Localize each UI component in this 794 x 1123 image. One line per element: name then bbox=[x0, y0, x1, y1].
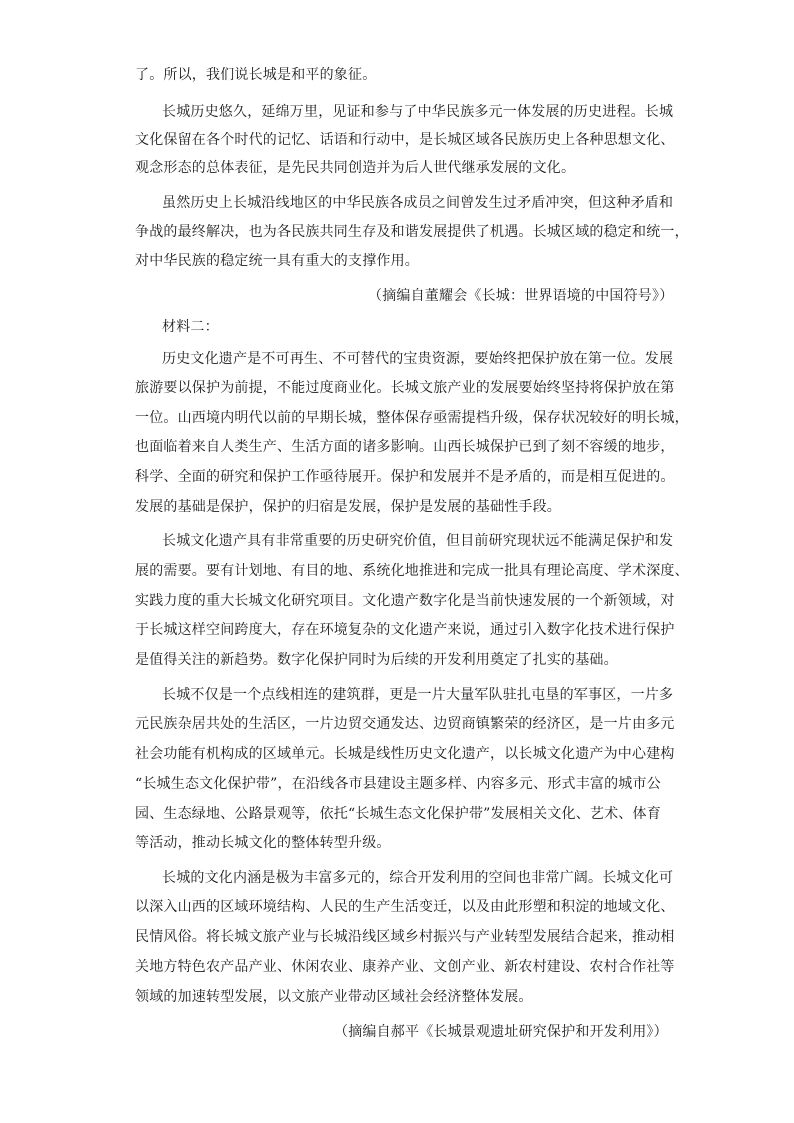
body-line: 发展的基础是保护，保护的归宿是发展，保护是发展的基础性手段。 bbox=[135, 499, 561, 515]
body-line: 是值得关注的新趋势。数字化保护同时为后续的开发利用奠定了扎实的基础。 bbox=[135, 652, 618, 668]
paragraph-first-line: 虽然历史上长城沿线地区的中华民族各成员之间曾发生过矛盾冲突，但这种矛盾和 bbox=[162, 195, 674, 211]
body-line: 文化保留在各个时代的记忆、话语和行动中，是长城区域各民族历史上各种思想文化、 bbox=[135, 132, 675, 148]
paragraph-first-line: 长城不仅是一个点线相连的建筑群，更是一片大量军队驻扎屯垦的军事区，一片多 bbox=[162, 687, 674, 703]
paragraph-first-line: 长城的文化内涵是极为丰富多元的，综合开发利用的空间也非常广阔。长城文化可 bbox=[162, 870, 674, 886]
body-line: 了。所以，我们说长城是和平的象征。 bbox=[135, 67, 377, 83]
body-line: 园、生态绿地、公路景观等，依托“长城生态文化保护带”发展相关文化、艺术、体育 bbox=[135, 806, 661, 822]
body-line: 一位。山西境内明代以前的早期长城，整体保存亟需提档升级，保存状况较好的明长城， bbox=[135, 410, 689, 426]
body-line: “长城生态文化保护带”，在沿线各市县建设主题多样、内容多元、形式丰富的城市公 bbox=[135, 776, 661, 792]
body-line: 以深入山西的区域环境结构、人民的生产生活变迁，以及由此形塑和积淀的地域文化、 bbox=[135, 899, 675, 915]
body-line: 争战的最终解决，也为各民族共同生存及和谐发展提供了机遇。长城区域的稳定和统一， bbox=[135, 224, 689, 240]
paragraph-first-line: 历史文化遗产是不可再生、不可替代的宝贵资源，要始终把保护放在第一位。发展 bbox=[162, 351, 674, 367]
body-line: 元民族杂居共处的生活区，一片边贸交通发达、边贸商镇繁荣的经济区，是一片由多元 bbox=[135, 716, 675, 732]
section-heading: 材料二： bbox=[162, 319, 219, 335]
source-citation: （摘编自董耀会《长城：世界语境的中国符号》） bbox=[368, 288, 674, 304]
body-line: 社会功能有机构成的区域单元。长城是线性历史文化遗产，以长城文化遗产为中心建构 bbox=[135, 746, 675, 762]
body-line: 科学、全面的研究和保护工作亟待展开。保护和发展并不是矛盾的，而是相互促进的。 bbox=[135, 469, 675, 485]
body-line: 领域的加速转型发展，以文旅产业带动区域社会经济整体发展。 bbox=[135, 989, 533, 1005]
body-line: 关地方特色农产品产业、休闲农业、康养产业、文创产业、新农村建设、农村合作社等 bbox=[135, 959, 675, 975]
body-line: 旅游要以保护为前提，不能过度商业化。长城文旅产业的发展要始终坚持将保护放在第 bbox=[135, 380, 675, 396]
body-line: 于长城这样空间跨度大，存在环境复杂的文化遗产来说，通过引入数字化技术进行保护 bbox=[135, 622, 675, 638]
body-line: 实践力度的重大长城文化研究项目。文化遗产数字化是当前快速发展的一个新领域，对 bbox=[135, 593, 675, 609]
body-line: 观念形态的总体表征，是先民共同创造并为后人世代继承发展的文化。 bbox=[135, 160, 576, 176]
body-line: 也面临着来自人类生产、生活方面的诸多影响。山西长城保护已到了刻不容缓的地步， bbox=[135, 439, 675, 455]
source-citation: （摘编自郝平《长城景观遗址研究保护和开发利用》） bbox=[334, 1024, 668, 1040]
paragraph-first-line: 长城历史悠久，延绵万里，见证和参与了中华民族多元一体发展的历史进程。长城 bbox=[162, 104, 674, 120]
body-line: 对中华民族的稳定统一具有重大的支撑作用。 bbox=[135, 253, 419, 269]
paragraph-first-line: 长城文化遗产具有非常重要的历史研究价值，但目前研究现状远不能满足保护和发 bbox=[162, 533, 674, 549]
body-line: 民情风俗。将长城文旅产业与长城沿线区域乡村振兴与产业转型发展结合起来，推动相 bbox=[135, 929, 675, 945]
body-line: 等活动，推动长城文化的整体转型升级。 bbox=[135, 835, 391, 851]
body-line: 展的需要。要有计划地、有目的地、系统化地推进和完成一批具有理论高度、学术深度、 bbox=[135, 563, 689, 579]
